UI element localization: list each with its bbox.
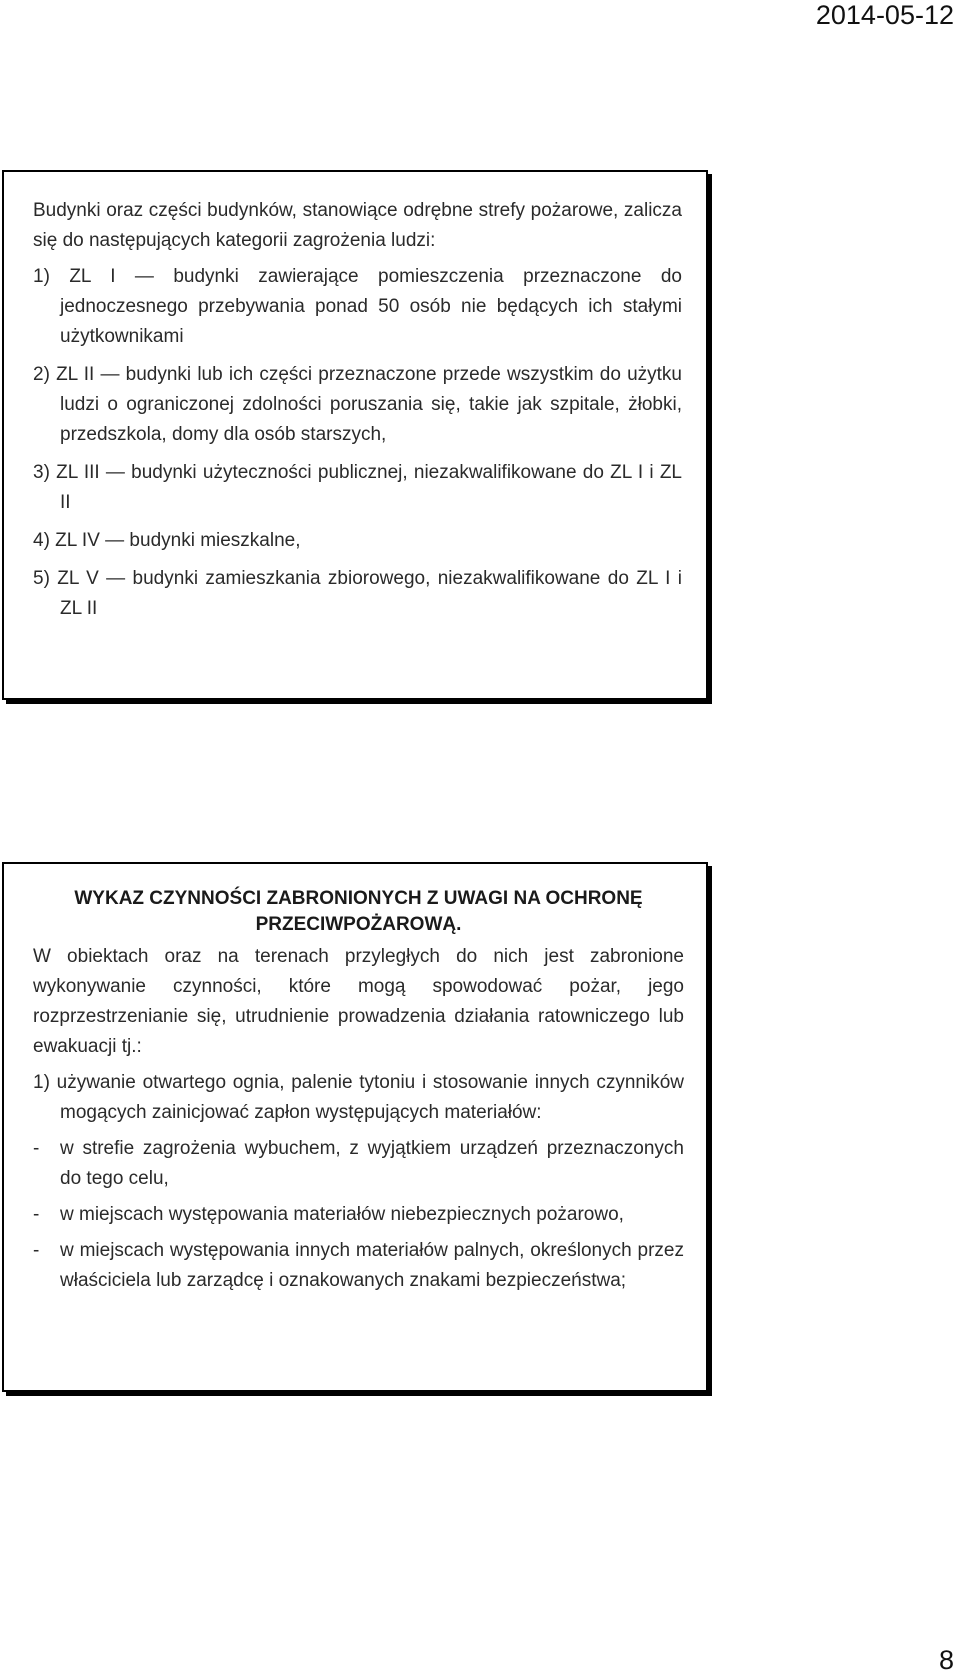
document-date: 2014-05-12 bbox=[815, 0, 954, 30]
category-zl-2: 2) ZL II — budynki lub ich części przeznaczone przede wszystkim do użytku ludzi o ograniczonej zdolności poruszania się, takie jak szpitale, żłobki, przedszkola, domy dla osób starszych, bbox=[33, 364, 682, 445]
list-item bbox=[33, 1200, 684, 1230]
dash-marker: - bbox=[33, 1240, 40, 1261]
list-item-text: w strefie zagrożenia wybuchem, z wyjątkiem urządzeń przeznaczonych do tego celu, bbox=[60, 1138, 684, 1189]
dash-marker: - bbox=[33, 1204, 40, 1225]
list-item-text: w miejscach występowania materiałów niebezpiecznych pożarowo, bbox=[60, 1204, 624, 1225]
category-zl-4: 4) ZL IV — budynki mieszkalne, bbox=[33, 530, 301, 551]
list-item bbox=[33, 1236, 684, 1296]
list-item-text: w miejscach występowania innych materiałów palnych, określonych przez właściciela lub zarządcę i oznakowanych znakami bezpieczeństwa; bbox=[60, 1240, 684, 1291]
slide-fire-risk-categories bbox=[2, 170, 708, 700]
slide-title: WYKAZ CZYNNOŚCI ZABRONIONYCH Z UWAGI NA OCHRONĘ PRZECIWPOŻAROWĄ. bbox=[74, 888, 643, 935]
category-zl-3: 3) ZL III — budynki użyteczności publicznej, niezakwalifikowane do ZL I i ZL II bbox=[33, 462, 682, 513]
dash-marker: - bbox=[33, 1138, 40, 1159]
category-zl-5: 5) ZL V — budynki zamieszkania zbiorowego, niezakwalifikowane do ZL I i ZL II bbox=[33, 568, 682, 619]
category-zl-1: 1) ZL I — budynki zawierające pomieszczenia przeznaczone do jednoczesnego przebywania ponad 50 osób nie będących ich stałymi użytkownikami bbox=[33, 266, 682, 347]
slide-intro-text: W obiektach oraz na terenach przyległych do nich jest zabronione wykonywanie czynności, które mogą spowodować pożar, jego rozprzestrzenianie się, utrudnienie prowadzenia działania ratowniczego lub ewakuacji tj.: bbox=[33, 946, 684, 1057]
list-item bbox=[33, 1134, 684, 1194]
slide-intro-text: Budynki oraz części budynków, stanowiące odrębne strefy pożarowe, zalicza się do następujących kategorii zagrożenia ludzi: bbox=[33, 200, 682, 251]
slide-prohibited-activities bbox=[2, 862, 708, 1392]
page-number: 8 bbox=[938, 1645, 954, 1675]
prohibited-item-1: 1) używanie otwartego ognia, palenie tytoniu i stosowanie innych czynników mogących zainicjować zapłon występujących materiałów: bbox=[33, 1072, 684, 1123]
